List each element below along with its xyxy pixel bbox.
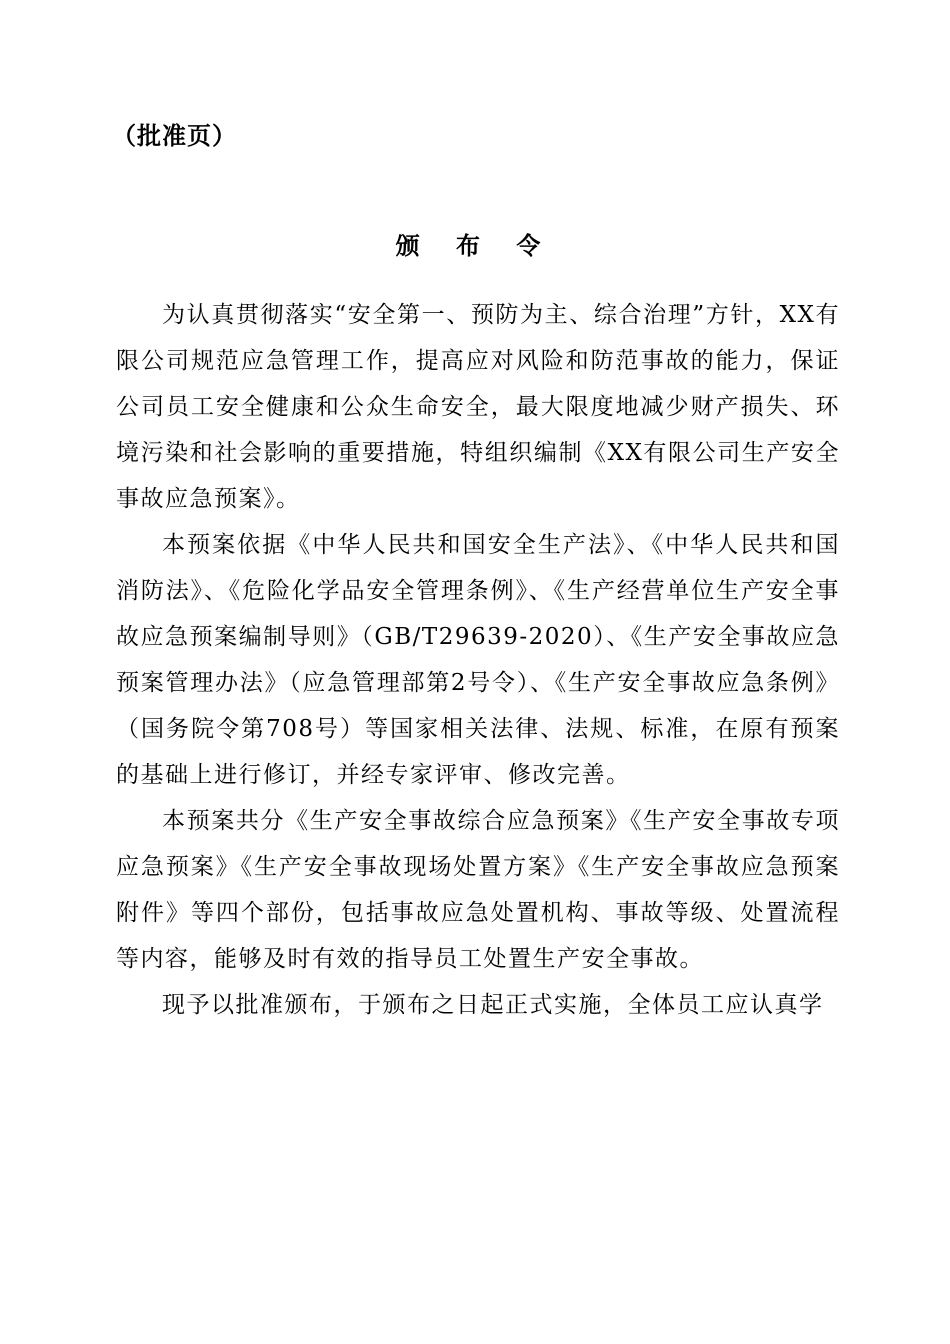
approval-page-label: （批准页） xyxy=(112,122,237,150)
document-title: 颁 布 令 xyxy=(395,232,555,260)
paragraph-structure: 本预案共分《生产安全事故综合应急预案》《生产安全事故专项应急预案》《生产安全事故现场处置方案》《生产安全事故应急预案附件》等四个部份，包括事故应急处置机构、事故等级、处置流程等内容，能够及时有效的指导员工处置生产安全事故。 xyxy=(116,808,840,972)
paragraph-basis: 本预案依据《中华人民共和国安全生产法》、《中华人民共和国消防法》、《危险化学品安全管理条例》、《生产经营单位生产安全事故应急预案编制导则》（GB/T29639-2020）、《生产安全事故应急预案管理办法》（应急管理部第2号令）、《生产安全事故应急条例》（国务院令第708号）等国家相关法律、法规、标准，在原有预案的基础上进行修订，并经专家评审、修改完善。 xyxy=(116,532,840,788)
paragraph-purpose: 为认真贯彻落实“安全第一、预防为主、综合治理”方针，XX有限公司规范应急管理工作，提高应对风险和防范事故的能力，保证公司员工安全健康和公众生命安全，最大限度地减少财产损失、环境污染和社会影响的重要措施，特组织编制《XX有限公司生产安全事故应急预案》。 xyxy=(116,302,840,512)
paragraph-enactment: 现予以批准颁布，于颁布之日起正式实施，全体员工应认真学 xyxy=(162,992,824,1018)
document-body xyxy=(116,292,840,1028)
